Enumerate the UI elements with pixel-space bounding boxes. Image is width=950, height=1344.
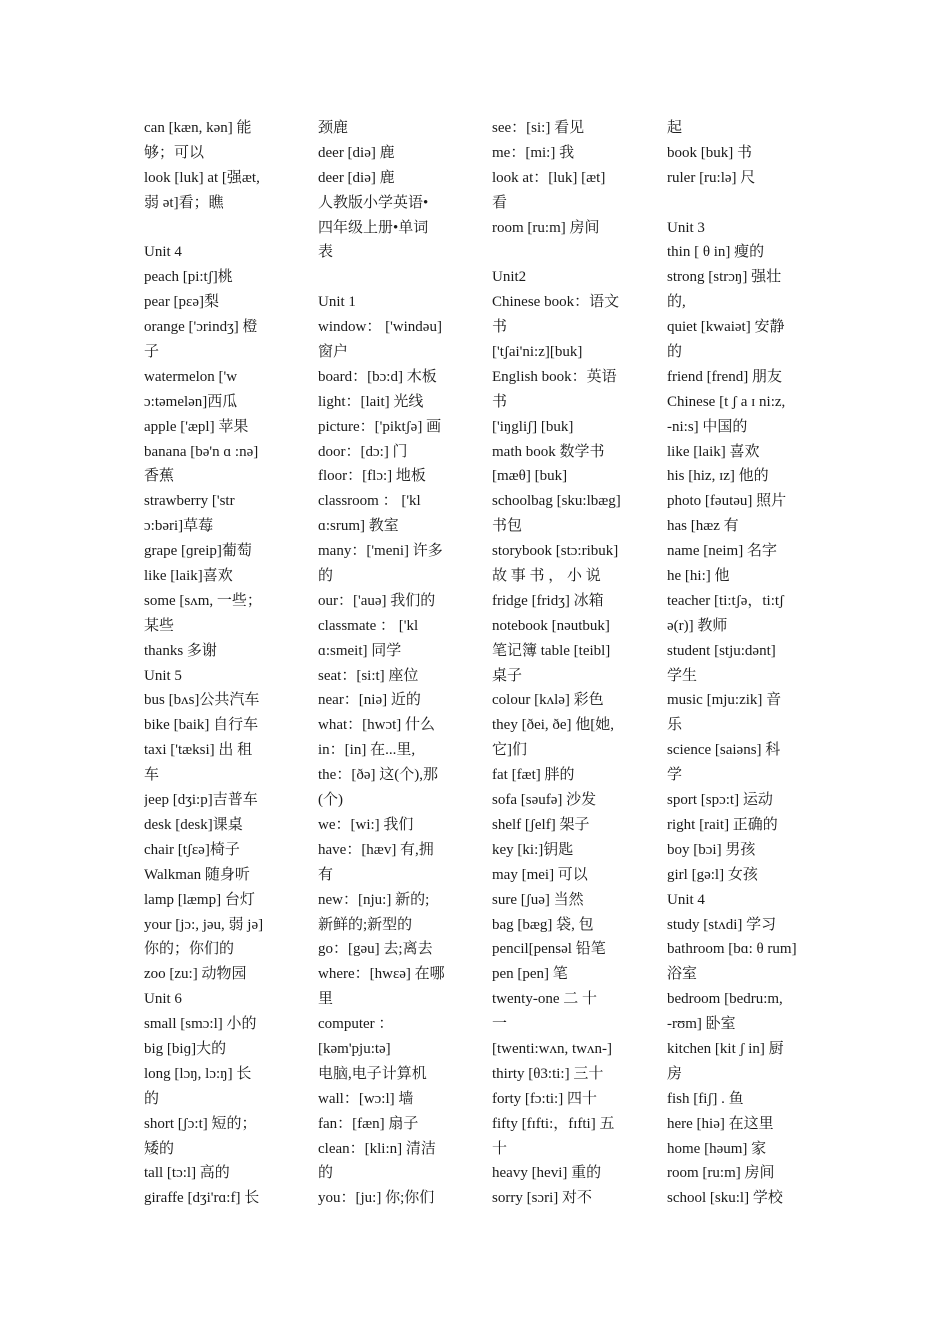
vocab-line: me：[mi:] 我 [492, 144, 575, 161]
vocab-line: Unit 4 [144, 244, 182, 261]
vocab-line: girl [gə:l] 女孩 [667, 866, 758, 883]
word-column-2 [318, 116, 462, 1211]
blank-line [318, 265, 462, 290]
vocab-line: 新鲜的;新型的 [318, 916, 413, 933]
vocab-line: can [kæn, kən] 能 [144, 120, 252, 136]
vocab-line: go：[gəu] 去;离去 [318, 941, 433, 958]
vocab-line: 故 事 书 ， 小 说 [492, 568, 601, 585]
vocab-line: Walkman 随身听 [144, 866, 250, 883]
vocab-line: 房 [667, 1065, 683, 1082]
vocab-line: photo [fəutəu] 照片 [667, 493, 787, 510]
vocab-line: 子 [144, 344, 160, 361]
vocab-line: math book 数学书 [492, 443, 605, 460]
vocab-line: 书 [492, 393, 508, 410]
vocab-line: fan：[fæn] 扇子 [318, 1115, 419, 1132]
vocab-line: thin [ θ in] 瘦的 [667, 244, 765, 261]
vocab-line: ɔ:bəri]草莓 [144, 518, 214, 535]
vocab-line: quiet [kwaiət] 安静 [667, 319, 785, 336]
vocab-line: 浴室 [667, 966, 698, 983]
vocab-line: ['tʃai'ni:z][buk] [492, 344, 583, 361]
vocab-line: [kəm'pju:tə] [318, 1040, 391, 1057]
vocab-line: Unit 5 [144, 667, 182, 684]
vocab-line: lamp [læmp] 台灯 [144, 891, 255, 908]
vocab-line: have：[hæv] 有,拥 [318, 841, 434, 858]
vocab-line: deer [diə] 鹿 [318, 144, 395, 161]
vocab-line: sofa [səufə] 沙发 [492, 792, 597, 809]
vocab-line: where：[hwεə] 在哪 [318, 966, 445, 983]
vocab-line: thirty [θ3:ti:] 三十 [492, 1065, 604, 1082]
word-column-4 [667, 116, 811, 1211]
vocab-line: 够；可以 [144, 144, 205, 161]
vocab-line: heavy [hevi] 重的 [492, 1165, 602, 1182]
vocab-line: watermelon ['w [144, 368, 238, 385]
vocab-line: some [sʌm, 一些； [144, 592, 262, 609]
vocab-line: ɔ:təmelən]西瓜 [144, 393, 238, 410]
vocab-line: our：['auə] 我们的 [318, 592, 436, 609]
vocab-line: Chinese [t ʃ a ɪ ni:z, [667, 393, 786, 410]
vocab-line: fridge [fridʒ] 冰箱 [492, 592, 604, 609]
vocab-line: classmate ： ['kl [318, 617, 419, 634]
vocab-line: big [biɡ]大的 [144, 1040, 227, 1057]
vocab-line: pencil[pensəl 铅笔 [492, 941, 606, 958]
vocab-line: 的 [318, 568, 334, 585]
blank-line [667, 191, 811, 216]
vocab-line: Unit 3 [667, 219, 705, 236]
vocab-line: ɑ:srum] 教室 [318, 518, 399, 535]
vocab-line: Unit 1 [318, 294, 356, 311]
blank-line [144, 216, 288, 241]
vocab-line: 桌子 [492, 667, 523, 684]
vocab-line: pen [pen] 笔 [492, 966, 568, 983]
vocab-line: room [ru:m] 房间 [667, 1165, 775, 1182]
vocab-line: strong [strɔŋ] 强壮 [667, 269, 782, 286]
vocab-line: 车 [144, 767, 160, 784]
vocab-line: ə(r)] 教师 [667, 617, 728, 634]
vocab-line: fish [fiʃ] . 鱼 [667, 1090, 744, 1107]
vocab-line: 你的；你们的 [144, 941, 235, 958]
vocab-line: [mæθ] [buk] [492, 468, 568, 485]
vocab-line: like [laik]喜欢 [144, 568, 233, 585]
vocab-line: Unit 4 [667, 891, 705, 908]
vocab-line: bathroom [bɑ: θ rum] [667, 941, 797, 958]
vocab-line: Unit 6 [144, 991, 182, 1008]
vocab-line: 电脑,电子计算机 [318, 1065, 427, 1082]
vocab-line: apple ['æpl] 苹果 [144, 418, 249, 435]
vocab-line: look [luk] at [强æt, [144, 169, 260, 186]
vocab-line: in：[in] 在...里, [318, 742, 416, 759]
vocab-line: study [stʌdi] 学习 [667, 916, 777, 933]
vocab-line: new：[nju:] 新的; [318, 891, 430, 908]
vocab-line: the：[ðə] 这(个),那 [318, 767, 438, 784]
vocab-line: 的, [667, 294, 686, 311]
vocab-line: forty [fɔ:ti:] 四十 [492, 1090, 597, 1107]
vocab-line: 的 [144, 1090, 160, 1107]
vocab-line: book [buk] 书 [667, 144, 752, 161]
vocab-line: window： ['windəu] [318, 319, 442, 336]
vocab-line: deer [diə] 鹿 [318, 169, 395, 186]
vocab-line: sure [ʃuə] 当然 [492, 891, 584, 908]
vocab-line: classroom ： ['kl [318, 493, 421, 510]
vocab-line: long [lɔŋ, lɔ:ŋ] 长 [144, 1065, 252, 1082]
vocab-line: many：['meni] 许多 [318, 543, 443, 560]
vocab-line: teacher [ti:tʃə，ti:tʃ [667, 592, 785, 609]
vocab-line: pear [pɛə]梨 [144, 294, 220, 311]
vocab-line: home [həum] 家 [667, 1140, 767, 1157]
vocab-line: 乐 [667, 717, 683, 734]
vocab-line: grape [ɡreip]葡萄 [144, 543, 252, 560]
vocab-line: twenty-one 二 十 [492, 991, 597, 1008]
vocab-line: shelf [ʃelf] 架子 [492, 816, 590, 833]
vocab-line: picture：['piktʃə] 画 [318, 418, 442, 435]
vocab-line: 书 [492, 319, 508, 336]
vocab-line: they [ðei, ðe] 他[她, [492, 717, 615, 734]
vocab-line: tall [tɔ:l] 高的 [144, 1165, 230, 1182]
vocab-line: 某些 [144, 617, 175, 634]
vocab-line: -ni:s] 中国的 [667, 418, 748, 435]
vocab-line: floor：[flɔ:] 地板 [318, 468, 426, 485]
vocab-line: may [mei] 可以 [492, 866, 588, 883]
vocab-line: name [neim] 名字 [667, 543, 777, 560]
vocab-line: he [hi:] 他 [667, 568, 730, 585]
vocab-line: banana [bə'n ɑ :nə] [144, 443, 259, 460]
vocab-line: [twenti:wʌn, twʌn-] [492, 1040, 612, 1057]
vocab-line: has [hæz 有 [667, 518, 739, 535]
vocab-line: English book：英语 [492, 368, 617, 385]
vocab-line: 的 [667, 344, 683, 361]
vocab-line: you：[ju:] 你;你们 [318, 1190, 435, 1207]
vocab-line: Chinese book：语文 [492, 294, 620, 311]
vocab-line: ['iŋgliʃ] [buk] [492, 418, 574, 435]
vocab-line: bus [bʌs]公共汽车 [144, 692, 260, 709]
vocab-line: 看 [492, 194, 508, 211]
vocab-line: kitchen [kit ʃ in] 厨 [667, 1040, 784, 1057]
vocab-line: 书包 [492, 518, 523, 535]
vocab-line: 笔记簿 table [teibl] [492, 642, 611, 659]
vocab-line: computer ： [318, 1016, 394, 1033]
vocab-line: desk [desk]课桌 [144, 816, 243, 833]
vocab-line: orange ['ɔrindʒ] 橙 [144, 319, 258, 336]
vocab-line: 窗户 [318, 344, 349, 361]
vocab-line: music [mju:zik] 音 [667, 692, 782, 709]
vocab-line: school [sku:l] 学校 [667, 1190, 783, 1207]
vocab-line: 有 [318, 866, 334, 883]
vocab-line: what：[hwɔt] 什么 [318, 717, 436, 734]
vocab-line: we：[wi:] 我们 [318, 816, 414, 833]
vocab-line: chair [tʃεə]椅子 [144, 841, 240, 858]
vocab-line: 里 [318, 991, 334, 1008]
vocab-line: Unit2 [492, 269, 527, 286]
vocab-line: wall：[wɔ:l] 墙 [318, 1090, 414, 1107]
vocab-line: 学生 [667, 667, 698, 684]
vocab-line: look at：[luk] [æt] [492, 169, 606, 186]
vocab-line: thanks 多谢 [144, 642, 217, 659]
vocab-line: fat [fæt] 胖的 [492, 767, 575, 784]
vocab-line: peach [pi:tʃ]桃 [144, 269, 233, 286]
vocab-line: near：[niə] 近的 [318, 692, 421, 709]
vocab-line: 它]们 [492, 742, 527, 759]
vocab-line: (个) [318, 792, 343, 809]
word-column-3 [492, 116, 636, 1211]
vocab-line: schoolbag [sku:lbæg] [492, 493, 621, 510]
vocab-line: 弱 ət]看；瞧 [144, 194, 224, 211]
vocab-line: friend [frend] 朋友 [667, 368, 782, 385]
vocab-line: fifty [fɪfti:，fɪfti] 五 [492, 1115, 615, 1132]
vocab-line: right [rait] 正确的 [667, 816, 778, 833]
vocab-line: board：[bɔ:d] 木板 [318, 368, 437, 385]
vocab-line: sport [spɔ:t] 运动 [667, 792, 773, 809]
vocab-line: 人教版小学英语• [318, 194, 429, 211]
vocab-line: 学 [667, 767, 683, 784]
vocab-line: sorry [sɔri] 对不 [492, 1190, 592, 1207]
vocab-line: boy [bɔi] 男孩 [667, 841, 756, 858]
vocab-line: giraffe [dʒi'rɑ:f] 长 [144, 1190, 260, 1207]
vocab-line: science [saiəns] 科 [667, 742, 781, 759]
vocab-line: light：[lait] 光线 [318, 393, 424, 410]
vocab-line: 矮的 [144, 1140, 175, 1157]
vocab-line: like [laik] 喜欢 [667, 443, 760, 460]
vocab-line: his [hiz, ɪz] 他的 [667, 468, 769, 485]
vocab-line: 表 [318, 244, 334, 261]
vocab-line: jeep [dʒi:p]吉普车 [144, 792, 258, 809]
vocab-line: 颈鹿 [318, 120, 349, 136]
vocab-line: student [stju:dənt] [667, 642, 776, 659]
vocab-line: strawberry ['str [144, 493, 235, 510]
vocab-line: your [jɔ:, jəu, 弱 jə] [144, 916, 264, 933]
vocab-line: here [hiə] 在这里 [667, 1115, 774, 1132]
vocab-line: ruler [ru:lə] 尺 [667, 169, 756, 186]
vocab-line: seat：[si:t] 座位 [318, 667, 419, 684]
vocab-line: storybook [stɔ:ribuk] [492, 543, 619, 560]
vocab-line: small [smɔ:l] 小的 [144, 1016, 257, 1033]
vocab-line: door：[dɔ:] 门 [318, 443, 408, 460]
vocab-line: bike [baik] 自行车 [144, 717, 259, 734]
vocab-line: bag [bæg] 袋, 包 [492, 916, 594, 933]
vocab-line: bedroom [bedru:m, [667, 991, 783, 1008]
vocab-line: 香蕉 [144, 468, 175, 485]
word-column-1 [144, 116, 288, 1211]
vocab-line: 四年级上册•单词 [318, 219, 429, 236]
vocab-line: colour [kʌlə] 彩色 [492, 692, 604, 709]
vocab-line: 十 [492, 1140, 508, 1157]
vocab-line: 一 [492, 1016, 508, 1033]
vocab-line: clean：[kli:n] 清洁 [318, 1140, 436, 1157]
vocab-line: taxi ['tæksi] 出 租 [144, 742, 253, 759]
vocab-line: ɑ:smeit] 同学 [318, 642, 402, 659]
vocab-line: 的 [318, 1165, 334, 1182]
vocab-line: notebook [nəutbuk] [492, 617, 610, 634]
vocab-line: -rʊm] 卧室 [667, 1016, 736, 1033]
vocab-line: 起 [667, 120, 683, 136]
vocab-line: short [ʃɔ:t] 短的； [144, 1115, 257, 1132]
vocab-line: zoo [zu:] 动物园 [144, 966, 247, 983]
vocab-line: see：[si:] 看见 [492, 120, 585, 136]
vocab-line: key [ki:]钥匙 [492, 841, 574, 858]
vocab-line: room [ru:m] 房间 [492, 219, 600, 236]
blank-line [492, 240, 636, 265]
